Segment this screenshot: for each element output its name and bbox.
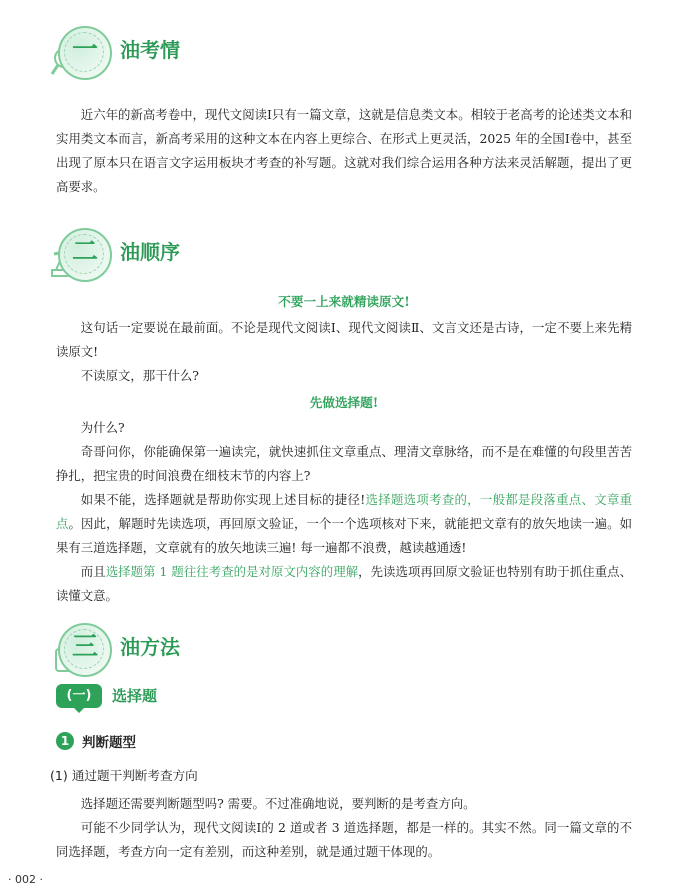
section-title: 油顺序 xyxy=(120,240,180,264)
sec3-paragraph-1: 选择题还需要判断题型吗? 需要。不过准确地说，要判断的是考查方向。 xyxy=(80,796,476,811)
section-header-2 xyxy=(50,222,350,282)
highlight-text: 选择题第 1 题往往考查的是对原文内容的理解 xyxy=(105,564,359,579)
sec2-paragraph-3: 为什么? xyxy=(80,420,125,435)
sec2-paragraph-5 xyxy=(56,488,632,560)
subsection-title: 选择题 xyxy=(112,687,158,705)
subsection-header xyxy=(56,682,256,712)
page-number: · 002 · xyxy=(8,873,43,886)
subsection-tag: (一) xyxy=(56,684,102,708)
section-title: 油方法 xyxy=(120,635,180,659)
headline-no-close-reading: 不要一上来就精读原文! xyxy=(278,294,410,309)
item-title: 判断题型 xyxy=(82,735,136,751)
section-title: 油考情 xyxy=(120,38,180,62)
sec2-paragraph-4: 奇哥问你，你能确保第一遍读完，就快速抓住文章重点、理清文章脉络，而不是在难懂的句段里苦苦挣扎，把宝贵的时间浪费在细枝末节的内容上? xyxy=(56,444,632,483)
sec2-paragraph-1: 这句话一定要说在最前面。不论是现代文阅读Ⅰ、现代文阅读Ⅱ、文言文还是古诗，一定不要上来先精读原文! xyxy=(56,320,632,359)
section-header-3 xyxy=(50,617,350,677)
highlight-text: 选择题选项考查的，一般都是段落重点、文章重点 xyxy=(56,492,633,531)
sec2-paragraph-6 xyxy=(56,560,632,608)
subheading-direction: (1) 通过题干判断考查方向 xyxy=(50,768,198,783)
item-number: 1 xyxy=(56,732,74,750)
text: ，先读选项再回原文验证也特别有助于抓住重点、读懂文意。 xyxy=(56,564,633,603)
item-header xyxy=(56,731,256,753)
text: 如果不能，选择题就是帮助你实现上述目标的捷径! xyxy=(80,492,366,507)
text: 而且 xyxy=(80,564,106,579)
text: 。因此，解题时先读选项，再回原文验证，一个一个选项核对下来，就能把文章有的放矢地读一遍。如果有三道选择题，文章就有的放矢地读三遍! 每一遍都不浪费，越读越通透! xyxy=(56,516,633,555)
sec2-paragraph-2: 不读原文，那干什么? xyxy=(80,368,199,383)
section-number: 二 xyxy=(71,237,98,267)
section-number: 三 xyxy=(71,632,98,662)
section-header-1 xyxy=(50,20,350,80)
section-number: 一 xyxy=(71,35,98,65)
headline-choice-first: 先做选择题! xyxy=(309,395,379,410)
sec1-paragraph: 近六年的新高考卷中，现代文阅读Ⅰ只有一篇文章，这就是信息类文本。相较于老高考的论述类文本和实用类文本而言，新高考采用的这种文本在内容上更综合、在形式上更灵活，2025 年的全国Ⅰ卷中，甚至出现了原本只在语言文字运用板块才考查的补写题。这就对我们综合运用各种方法来灵活解题，提出了更高要求。 xyxy=(56,107,632,194)
sec3-paragraph-2: 可能不少同学认为，现代文阅读Ⅰ的 2 道或者 3 道选择题，都是一样的。其实不然。同一篇文章的不同选择题，考查方向一定有差别，而这种差别，就是通过题干体现的。 xyxy=(56,820,632,859)
